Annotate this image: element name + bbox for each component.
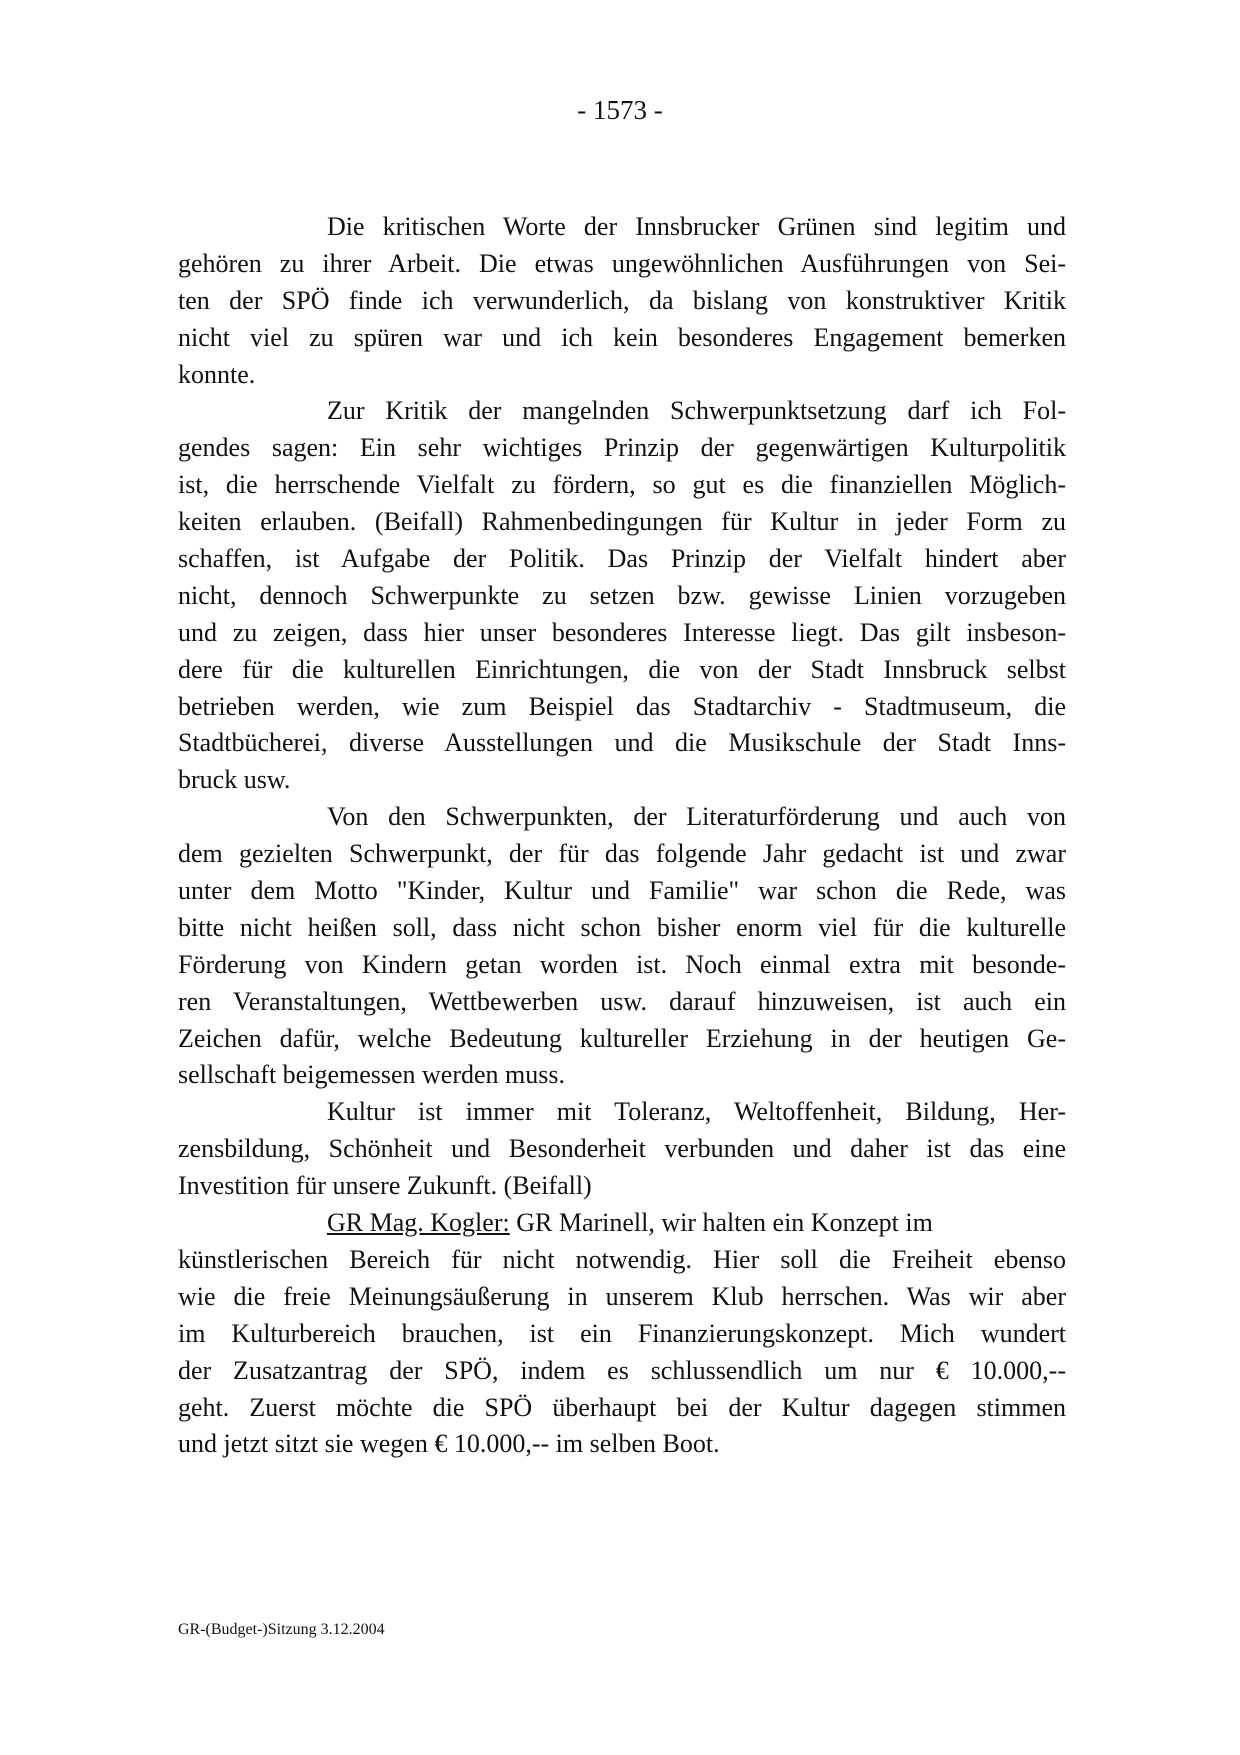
text-line: ten der SPÖ finde ich verwunderlich, da bislang von konstruktiver Kritik [178,285,1066,315]
text-line: ren Veranstaltungen, Wettbewerben usw. darauf hinzuweisen, ist auch ein [178,986,1066,1016]
paragraph-2 [178,393,1066,799]
text-line: Zur Kritik der mangelnden Schwerpunktsetzung darf ich Fol- [327,396,1066,426]
speaker-paragraph [178,1205,1066,1463]
text-line: bitte nicht heißen soll, dass nicht schon bisher enorm viel für die kulturelle [178,912,1066,942]
document-body [178,209,1066,1463]
text-line: sellschaft beigemessen werden muss. [178,1060,566,1090]
text-line: Die kritischen Worte der Innsbrucker Grünen sind legitim und [327,212,1066,241]
text-line: gehören zu ihrer Arbeit. Die etwas ungewöhnlichen Ausführungen von Sei- [178,248,1066,278]
text-line: im Kulturbereich brauchen, ist ein Finanzierungskonzept. Mich wundert [178,1318,1066,1348]
text-line: Stadtbücherei, diverse Ausstellungen und die Musikschule der Stadt Inns- [178,728,1066,758]
text-line: keiten erlauben. (Beifall) Rahmenbedingungen für Kultur in jeder Form zu [178,507,1066,537]
text-line: Von den Schwerpunkten, der Literaturförderung und auch von [327,802,1066,832]
paragraph-3 [178,799,1066,1094]
text-line: und jetzt sitzt sie wegen € 10.000,-- im selben Boot. [178,1429,720,1459]
text-line: gendes sagen: Ein sehr wichtiges Prinzip der gegenwärtigen Kulturpolitik [178,433,1066,463]
text-line: Förderung von Kindern getan worden ist. Noch einmal extra mit besonde- [178,949,1066,979]
text-line: Kultur ist immer mit Toleranz, Weltoffenheit, Bildung, Her- [327,1097,1066,1127]
speaker-line [178,1205,1066,1242]
footer-session-label: GR-(Budget-)Sitzung 3.12.2004 [178,1621,385,1638]
text-line: konnte. [178,359,256,389]
text-line: betrieben werden, wie zum Beispiel das Stadtarchiv - Stadtmuseum, die [178,691,1066,721]
text-line: Zeichen dafür, welche Bedeutung kultureller Erziehung in der heutigen Ge- [178,1023,1066,1053]
text-line: Investition für unsere Zukunft. (Beifall) [178,1171,592,1201]
text-line: bruck usw. [178,765,291,795]
text-line: und zu zeigen, dass hier unser besonderes Interesse liegt. Das gilt insbeson- [178,617,1066,647]
text-line: dere für die kulturellen Einrichtungen, die von der Stadt Innsbruck selbst [178,654,1066,684]
text-line: nicht viel zu spüren war und ich kein besonderes Engagement bemerken [178,322,1066,352]
paragraph-4 [178,1094,1066,1205]
paragraph-1 [178,209,1066,393]
text-line: nicht, dennoch Schwerpunkte zu setzen bzw. gewisse Linien vorzugeben [178,580,1066,610]
text-line: wie die freie Meinungsäußerung in unserem Klub herrschen. Was wir aber [178,1281,1066,1311]
text-line: schaffen, ist Aufgabe der Politik. Das Prinzip der Vielfalt hindert aber [178,544,1066,574]
text-line: unter dem Motto "Kinder, Kultur und Familie" war schon die Rede, was [178,876,1066,906]
speaker-line-rest: GR Marinell, wir halten ein Konzept im [509,1208,933,1238]
text-line: der Zusatzantrag der SPÖ, indem es schlussendlich um nur € 10.000,-- [178,1355,1066,1385]
page-number: - 1573 - [577,95,663,125]
text-line: zensbildung, Schönheit und Besonderheit verbunden und daher ist das eine [178,1134,1066,1164]
text-line: ist, die herrschende Vielfalt zu fördern, so gut es die finanziellen Möglich- [178,470,1066,500]
text-line: geht. Zuerst möchte die SPÖ überhaupt bei der Kultur dagegen stimmen [178,1392,1066,1422]
text-line: künstlerischen Bereich für nicht notwendig. Hier soll die Freiheit ebenso [178,1244,1066,1274]
text-line: dem gezielten Schwerpunkt, der für das folgende Jahr gedacht ist und zwar [178,839,1066,869]
speaker-name: GR Mag. Kogler: [327,1208,510,1238]
